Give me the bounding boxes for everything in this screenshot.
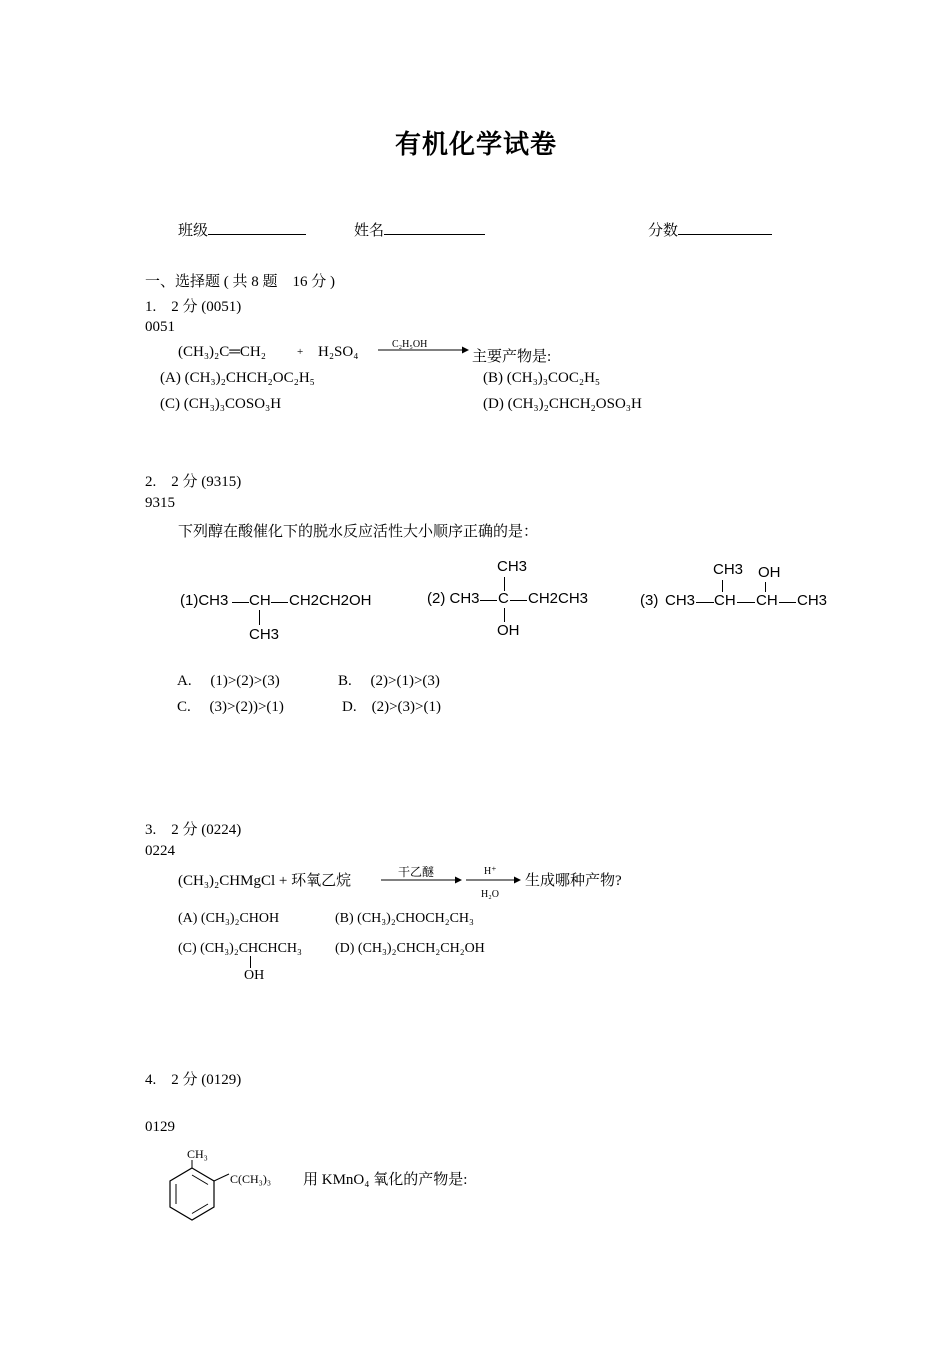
q1-reagent: H₂SO₄ [318, 344, 359, 360]
q2-option-c[interactable]: C. (3)>(2))>(1) [177, 699, 284, 715]
q4-methyl-label: CH₃ [187, 1147, 208, 1161]
s3-bond [696, 602, 714, 603]
q3-option-b[interactable]: (B) (CH₃)₂CHOCH₂CH₃ [335, 911, 474, 926]
q3-arrow1 [381, 875, 463, 885]
q1-head: 1. 2 分 (0051) [145, 299, 242, 315]
section-heading: 一、选择题 ( 共 8 题 16 分 ) [145, 274, 335, 290]
page-title: 有机化学试卷 [394, 130, 557, 159]
s2-vbond [504, 577, 505, 591]
q1-reaction-arrow [378, 345, 470, 355]
s2-top: CH3 [497, 558, 528, 575]
s2-bond [480, 600, 497, 601]
q1-prompt: 主要产物是: [472, 349, 552, 365]
q3-arrow2-bottom: H₂O [481, 889, 499, 900]
class-field [178, 219, 306, 240]
class-label: 班级 [178, 223, 209, 239]
s1-label: (1)CH3 [180, 592, 229, 609]
q2-option-d[interactable]: D. (2)>(3)>(1) [342, 699, 441, 715]
score-label: 分数 [648, 223, 679, 239]
s3-vbond [765, 582, 766, 592]
s1-bond [271, 602, 288, 603]
q1-code: 0051 [145, 319, 175, 335]
s1-tail: CH2CH2OH [289, 592, 372, 609]
s2-bottom: OH [497, 622, 520, 639]
s2-vbond [504, 608, 505, 622]
score-field [648, 219, 772, 240]
q2-code: 9315 [145, 495, 175, 511]
q4-prompt: 用 KMnO₄ 氧化的产物是: [303, 1172, 468, 1188]
s2-c: C [498, 590, 509, 607]
q1-option-b[interactable]: (B) (CH₃)₃COC₂H₅ [483, 370, 601, 386]
name-blank[interactable] [384, 220, 485, 235]
s3-ch1: CH [714, 592, 736, 609]
q1-option-c[interactable]: (C) (CH₃)₃COSO₃H [160, 396, 282, 412]
q3-head: 3. 2 分 (0224) [145, 822, 242, 838]
q3-option-c-bond [250, 956, 251, 968]
q3-arrow2 [466, 875, 522, 885]
name-field [354, 219, 485, 240]
q1-option-a[interactable]: (A) (CH₃)₂CHCH₂OC₂H₅ [160, 370, 315, 386]
q3-option-c-oh: OH [244, 968, 265, 983]
s3-top2: OH [758, 564, 781, 581]
s2-label: (2) CH3 [427, 590, 480, 607]
s3-ch2: CH [756, 592, 778, 609]
s1-ch: CH [249, 592, 271, 609]
q1-reactant: (CH₃)₂C═CH₂ [178, 344, 266, 360]
s3-tail: CH3 [797, 592, 828, 609]
s3-bond [737, 602, 755, 603]
s3-vbond [722, 580, 723, 592]
s3-label: (3) [640, 592, 659, 609]
s3-bond [779, 602, 796, 603]
q3-prompt: 生成哪种产物? [525, 873, 622, 889]
q3-code: 0224 [145, 843, 175, 859]
q2-option-b[interactable]: B. (2)>(1)>(3) [338, 673, 440, 689]
q3-option-d[interactable]: (D) (CH₃)₂CHCH₂CH₂OH [335, 941, 485, 956]
class-blank[interactable] [208, 220, 306, 235]
q3-option-a[interactable]: (A) (CH₃)₂CHOH [178, 911, 280, 926]
q2-stem: 下列醇在酸催化下的脱水反应活性大小顺序正确的是： [178, 524, 539, 540]
q4-code: 0129 [145, 1119, 175, 1135]
score-blank[interactable] [678, 220, 772, 235]
q4-tbutyl-label: C(CH₃)₃ [230, 1172, 272, 1186]
s3-top1: CH3 [713, 561, 744, 578]
s2-bond [510, 600, 527, 601]
q2-head: 2. 2 分 (9315) [145, 474, 242, 490]
q4-benzene-structure [166, 1160, 234, 1230]
q1-plus: + [297, 346, 304, 358]
s1-sub: CH3 [249, 626, 280, 643]
q1-arrow-label: C₂H₅OH [392, 339, 428, 350]
q3-reactant: (CH₃)₂CHMgCl + 环氧乙烷 [178, 873, 352, 889]
q4-head: 4. 2 分 (0129) [145, 1072, 242, 1088]
q3-arrow2-top: H⁺ [484, 866, 497, 877]
s2-tail: CH2CH3 [528, 590, 589, 607]
q3-option-c[interactable]: (C) (CH₃)₂CHCHCH₃ [178, 941, 302, 956]
s3-ch3: CH3 [665, 592, 696, 609]
s1-vbond [259, 610, 260, 625]
q3-arrow1-label: 干乙醚 [398, 865, 435, 879]
s1-bond [232, 602, 249, 603]
name-label: 姓名 [354, 223, 385, 239]
q1-option-d[interactable]: (D) (CH₃)₂CHCH₂OSO₃H [483, 396, 642, 412]
q2-option-a[interactable]: A. (1)>(2)>(3) [177, 673, 280, 689]
